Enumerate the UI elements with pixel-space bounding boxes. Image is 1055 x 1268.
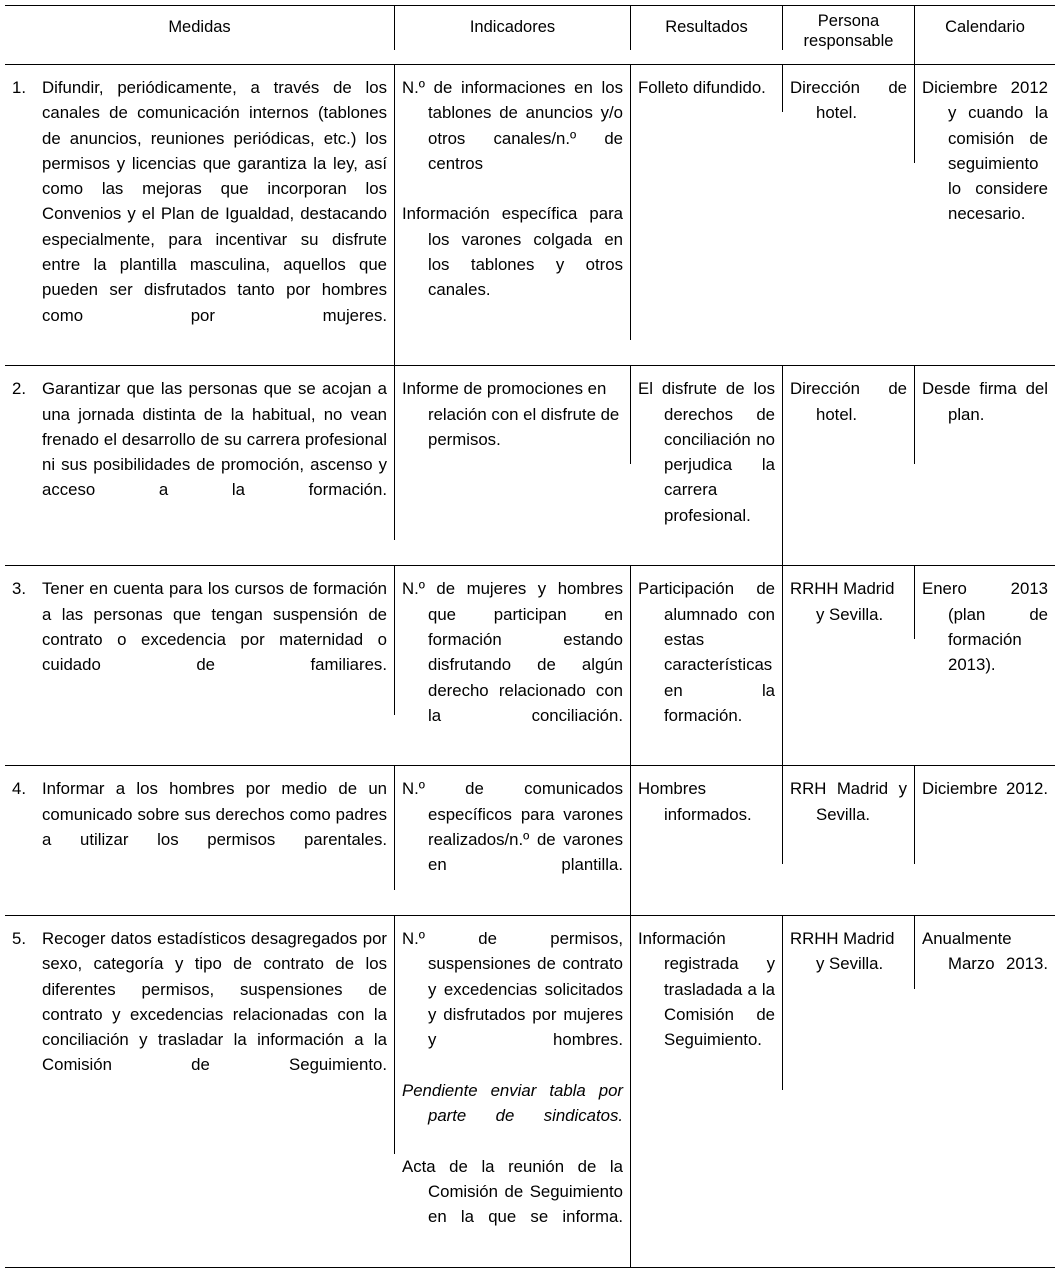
cell-resultados [631,915,783,1090]
result-text: El disfrute de los derechos de conciliación no perjudica la carrera profesional. [638,379,775,525]
responsible-text: RRHH Madrid y Sevilla. [790,928,895,974]
header-cell-persona [783,5,915,64]
cell-resultados [631,565,783,765]
header-cell-indicadores [395,5,631,50]
measure-text: Garantizar que las personas que se acojan a una jornada distinta de la habitual, no vean frenado el desarrollo de su carrera profesional ni sus posibilidades de promoción, ascenso y acceso a la formación. [42,379,387,500]
indicator-item: N.º de permisos, suspensiones de contrato y excedencias solicitados y disfrutados por mujeres y hombres. [402,928,623,1050]
column-header-resultados: Resultados [665,18,748,36]
indicator-item: Información específica para los varones colgada en los tablones y otros canales. [402,204,623,300]
result-text: Información registrada y trasladada a la Comisión de Seguimiento. [638,928,775,1050]
responsible-text: Dirección de hotel. [790,78,907,123]
responsible-text: RRH Madrid y Sevilla. [790,779,907,824]
cell-indicadores [395,915,631,1267]
measure-text: Difundir, periódicamente, a través de los canales de comunicación internos (tablones de anuncios, reuniones periódicas, etc.) los permisos y licencias que garantiza la ley, así como las mejoras que incorporan los Convenios y el Plan de Igualdad, destacando especialmente, para incentivar su disfrute entre la plantilla masculina, aquellos que pueden ser disfrutados tanto por hombres como por mujeres. [42,78,387,325]
cell-indicadores [395,565,631,765]
result-text: Hombres informados. [638,779,752,824]
cell-persona [783,565,915,639]
header-cell-calendario [915,5,1055,50]
cell-calendario [915,365,1055,464]
schedule-text: Enero 2013 (plan de formación 2013). [922,579,1048,675]
cell-medidas [5,765,395,889]
measure-number: 5. [12,928,26,948]
cell-calendario [915,565,1055,714]
measure-text: Tener en cuenta para los cursos de formación a las personas que tengan suspensión de contrato o excedencia por maternidad o cuidado de familiares. [42,579,387,675]
result-text: Participación de alumnado con estas características en la formación. [638,579,775,725]
schedule-text: Diciembre 2012 y cuando la comisión de seguimiento lo considere necesario. [922,78,1048,224]
cell-calendario [915,765,1055,839]
column-header-indicadores: Indicadores [469,18,556,36]
indicator-item: N.º de mujeres y hombres que participan en formación estando disfrutando de algún derecho relacionado con la conciliación. [402,579,623,725]
table-row [5,64,1055,365]
table-row [5,915,1055,1267]
cell-persona [783,915,915,989]
responsible-text: RRHH Madrid y Sevilla. [790,579,895,624]
cell-medidas [5,915,395,1154]
cell-indicadores [395,365,631,464]
cell-persona [783,365,915,464]
cell-resultados [631,64,783,112]
cell-resultados [631,765,783,864]
responsible-text: Dirección de hotel. [790,379,907,424]
column-header-medidas: Medidas [168,18,231,36]
measure-number: 3. [12,579,26,599]
cell-calendario [915,915,1055,1014]
cell-resultados [631,365,783,565]
table-header-row [5,5,1055,64]
cell-medidas [5,365,395,540]
schedule-text: Anualmente Marzo 2013. [922,928,1048,974]
column-header-calendario: Calendario [945,18,1025,36]
measure-number: 1. [12,78,26,97]
table-row [5,365,1055,565]
indicator-item: Acta de la reunión de la Comisión de Seguimiento en la que se informa. [402,1156,623,1227]
measure-number: 4. [12,779,26,799]
measure-number: 2. [12,379,26,399]
measure-text: Recoger datos estadísticos desagregados por sexo, categoría y tipo de contrato de los diferentes permisos, suspensiones de contrato y excedencias relacionadas con la conciliación y trasladar la información a la Comisión de Seguimiento. [42,928,387,1075]
result-text: Folleto difundido. [638,78,766,97]
column-header-persona [783,6,914,64]
cell-medidas [5,64,395,365]
cell-persona [783,765,915,864]
cell-calendario [915,64,1055,264]
schedule-text: Diciembre 2012. [922,779,1048,799]
cell-indicadores [395,765,631,914]
cell-medidas [5,565,395,714]
column-header-persona-line1: Persona [817,12,880,30]
cell-indicadores [395,64,631,340]
indicator-item: N.º de informaciones en los tablones de anuncios y/o otros canales/n.º de centros [402,78,623,173]
cell-persona [783,64,915,163]
schedule-text: Desde firma del plan. [922,379,1048,424]
indicator-item: N.º de comunicados específicos para varones realizados/n.º de varones en plantilla. [402,779,623,875]
table-row [5,765,1055,914]
column-header-persona-line2: responsable [803,32,894,50]
table-row [5,565,1055,765]
indicator-item-note: Pendiente enviar tabla por parte de sindicatos. [402,1080,623,1125]
header-cell-resultados [631,5,783,50]
indicator-item: Informe de promociones en relación con el disfrute de permisos. [402,379,620,449]
measure-text: Informar a los hombres por medio de un comunicado sobre sus derechos como padres a utilizar los permisos parentales. [42,779,387,850]
action-plan-table [5,5,1055,1268]
header-cell-medidas [5,5,395,50]
